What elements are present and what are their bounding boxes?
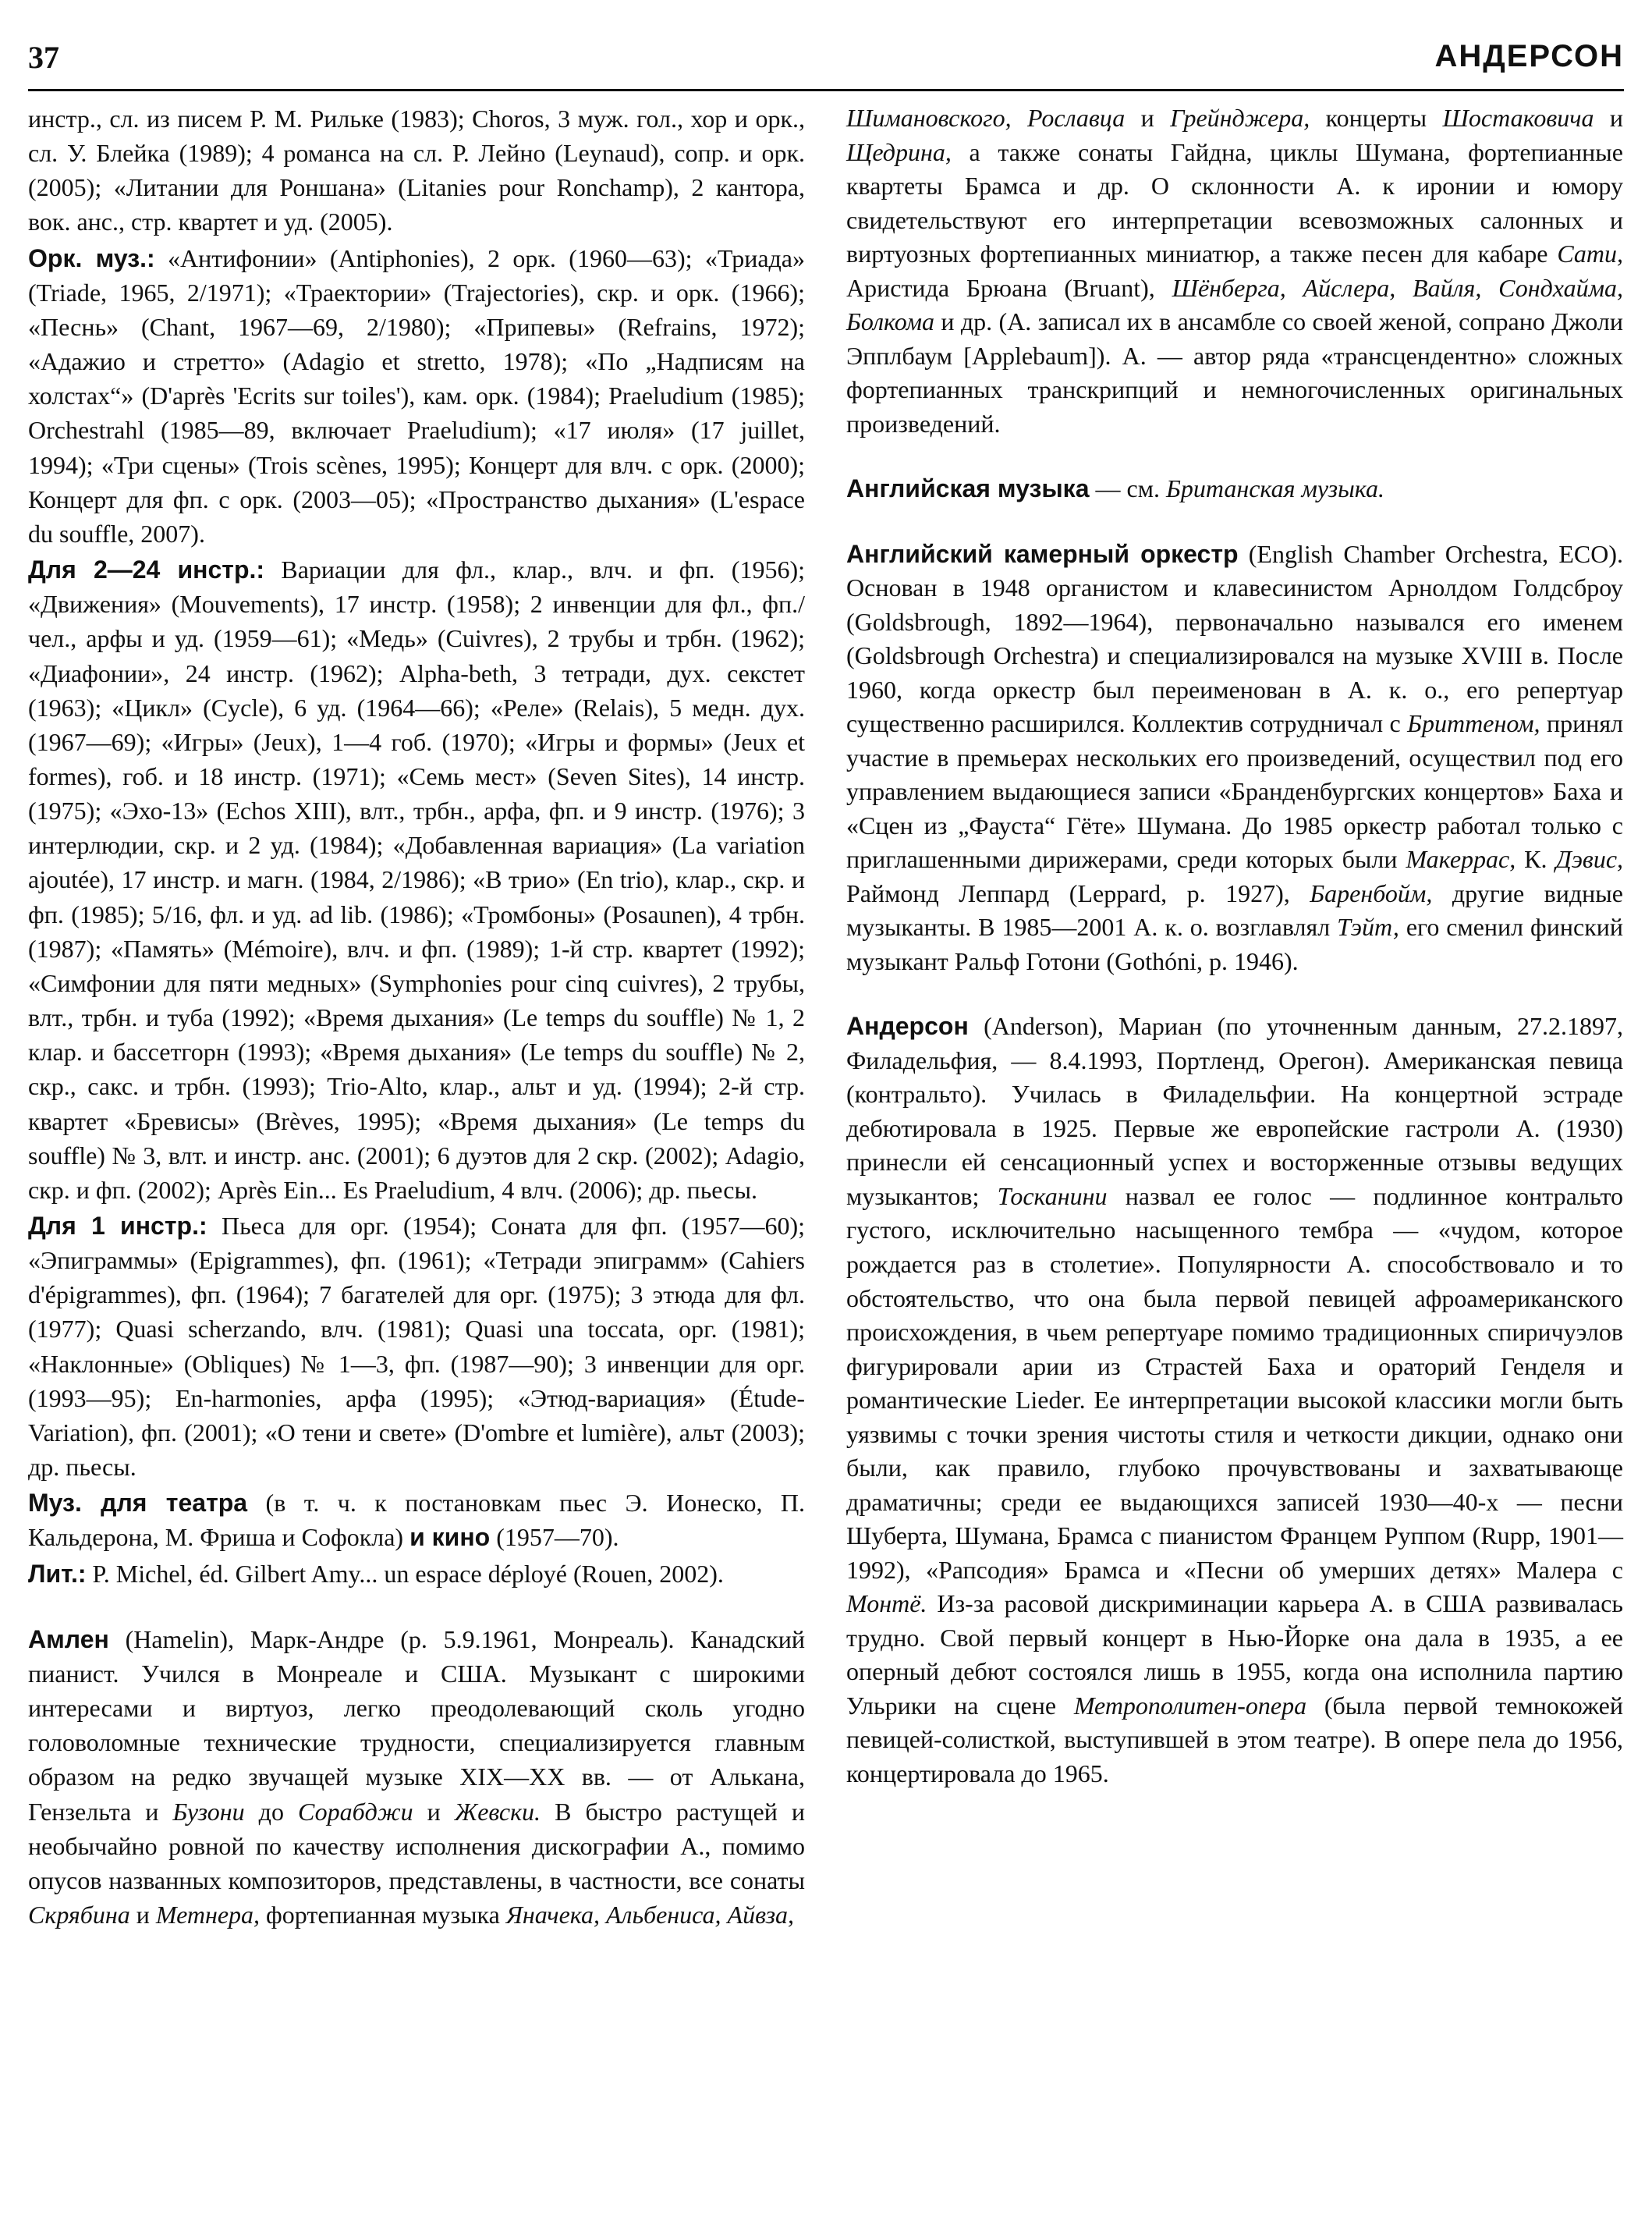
entry-english-chamber-orchestra: Английский камерный оркестр (English Chamber Orchestra, ECO). Основан в 1948 органистом и клавесинистом Арнолдом Голдсброу (Goldsbrough, 1892—1964), первоначально назывался его именем (Goldsbrough Orchestra) и специализировался на музыке XVIII в. После 1960, когда оркестр был переименован в А. к. о., его репертуар существенно расширился. Коллектив сотрудничал с Бриттеном, принял участие в премьерах нескольких его произведений, осуществил под его управлением выдающиеся записи «Бранденбургских концертов» Баха и «Сцен из „Фауста“ Гёте» Шумана. До 1985 оркестр работал только с приглашенными дирижерами, среди которых были Макеррас, К. Дэвис, Раймонд Леппард (Leppard, р. 1927), Баренбойм, другие видные музыканты. В 1985—2001 А. к. о. возглавлял Тэйт, его сменил финский музыкант Ральф Готони (Gothóni, р. 1946). — [846, 539, 1624, 975]
page-header — [28, 39, 1624, 91]
entry-headword: Английский камерный оркестр — [846, 539, 1239, 568]
works-1: Для 1 инстр.: Пьеса для орг. (1954); Соната для фп. (1957—60); «Эпиграммы» (Epigrammes), фп. (1961); «Тетради эпиграмм» (Cahiers d'épigrammes), фп. (1964); 7 багателей для орг. (1975); 3 этюда для фл. (1977); Quasi scherzando, влч. (1981); Quasi una toccata, орг. (1981); «Наклонные» (Obliques) № 1—3, фп. (1987—90); 3 инвенции для орг. (1993—95); En-harmonies, арфа (1995); «Этюд-вариация» (Étude-Variation), фп. (2001); «О тени и свете» (D'ombre et lumière), альт (2003); др. пьесы. — [28, 1212, 806, 1482]
amy-worklist — [28, 101, 805, 1591]
hamelin-continued: Шимановского, Рославца и Грейнджера, концерты Шостаковича и Щедрина, а также сонаты Гайдна, циклы Шумана, фортепианные квартеты Брамса и др. О склонности А. к иронии и юмору свидетельствуют его интерпретации всевозможных салонных и виртуозных фортепианных миниатюр, а также песен для кабаре Сати, Аристида Брюана (Bruant), Шёнберга, Айслера, Вайля, Сондхайма, Болкома и др. (А. записал их в ансамбле со своей женой, сопрано Джоли Эпплбаум [Applebaum]). А. — автор ряда «трансцендентно» сложных фортепианных транскрипций и немногочисленных оригинальных произведений. — [846, 104, 1624, 438]
running-head: АНДЕРСОН — [1434, 39, 1624, 73]
page-number: 37 — [28, 40, 59, 75]
works-2-24: Для 2—24 инстр.: Вариации для фл., клар., влч. и фп. (1956); «Движения» (Mouvements), 17 инстр. (1958); 2 инвенции для фл., фп./чел., арфы и уд. (1959—61); «Медь» (Cuivres), 2 трубы и трбн. (1962); «Диафонии», 24 инстр. (1962); Alpha-beth, 3 тетради, дух. секстет (1963); «Цикл» (Cycle), 6 уд. (1964—66); «Реле» (Relais), 5 медн. дух. (1967—69); «Игры» (Jeux), 1—4 гоб. (1970); «Игры и формы» (Jeux et formes), гоб. и 18 инстр. (1971); «Семь мест» (Seven Sites), 14 инстр. (1975); «Эхо-13» (Echos XIII), влт., трбн., арфа, фп. и 9 инстр. (1976); 3 интерлюдии, скр. и 2 уд. (1984); «Добавленная вариация» (La variation ajoutée), 17 инстр. и магн. (1984, 2/1986); «В трио» (En trio), клар., скр. и фп. (1985); 5/16, фл. и уд. ad lib. (1986); «Тромбоны» (Posaunen), 4 трбн. (1987); «Память» (Mémoire), влч. и фп. (1989); 1-й стр. квартет (1992); «Симфонии для пяти медных» (Symphonies pour cinq cuivres), 2 трубы, влт., трбн. и туба (1992); «Время дыхания» (Le temps du souffle) № 1, 2 клар. и бассетгорн (1993); «Время дыхания» (Le temps du souffle) № 2, скр., сакс. и трбн. (1993); Trio-Alto, клар., альт и уд. (1994); 2-й стр. квартет «Бревисы» (Brèves, 1995); «Время дыхания» (Le temps du souffle) № 3, влт. и инстр. анс. (2001); 6 дуэтов для 2 скр. (2002); Adagio, скр. и фп. (2002); Après Ein... Es Praeludium, 4 влч. (2006); др. пьесы. — [28, 556, 806, 1204]
left-column — [28, 101, 805, 1933]
entry-anderson: Андерсон (Anderson), Мариан (по уточненным данным, 27.2.1897, Филадельфия, — 8.4.1993, Портленд, Орегон). Американская певица (контральто). Училась в Филадельфии. На концертной эстраде дебютировала в 1925. Первые же европейские гастроли А. (1930) принесли ей сенсационный успех и восторженные отзывы ведущих музыкантов; Тосканини назвал ее голос — подлинное контральто густого, исключительно насыщенного тембра — «чудом, которое рождается раз в столетие». Популярности А. способствовало и то обстоятельство, что она была первой певицей афроамериканского происхождения, в чьем репертуаре помимо традиционных спиричуэлов фигурировали арии из Страстей Баха и ораторий Генделя и романтические Lieder. Ее интерпретации высокой классики могли быть уязвимы с точки зрения чистоты стиля и четкости дикции, однако они были, как правило, глубоко прочувствованы и захватывающе драматичны; среди ее выдающихся записей 1930—40-х — песни Шуберта, Шумана, Брамса с пианистом Францем Руппом (Rupp, 1901—1992), «Рапсодия» Брамса и «Песни об умерших детях» Малера с Монтё. Из-за расовой дискриминации карьера А. в США развивалась трудно. Свой первый концерт в Нью-Йорке она дала в 1935, а ее оперный дебют состоялся лишь в 1955, когда она исполнила партию Ульрики на сцене Метрополитен-опера (была первой темнокожей певицей-солисткой, выступившей в этом театре). В опере пела до 1956, концертировала до 1965. — [846, 1012, 1624, 1787]
amy-continued: инстр., сл. из писем Р. М. Рильке (1983); Choros, 3 муж. гол., хор и орк., сл. У. Блейка (1989); 4 романса на сл. Р. Лейно (Leynaud), сопр. и орк. (2005); «Литании для Роншана» (Litanies pour Ronchamp), 2 кантора, вок. анс., стр. квартет и уд. (2005). — [28, 105, 805, 236]
theatre-works: Муз. для театра (в т. ч. к постановкам пьес Э. Ионеско, П. Кальдерона, М. Фриша и Софокла) и кино (1957—70). — [28, 1489, 806, 1552]
right-column — [846, 101, 1623, 1792]
entry-hamelin — [28, 1622, 805, 1932]
entry-headword: Андерсон — [846, 1012, 969, 1041]
hamelin-text: Амлен (Hamelin), Марк-Андре (р. 5.9.1961, Монреаль). Канадский пианист. Учился в Монреале и США. Музыкант с широкими интересами и виртуоз, легко преодолевающий сколь угодно головоломные технические трудности, специализируется главным образом на редко звучащей музыке XIX—XX вв. — от Алькана, Гензельта и Бузони до Сорабджи и Жевски. В быстро растущей и необычайно ровной по качеству исполнения дискографии А., помимо опусов названных композиторов, представлены, в частности, все сонаты Скрябина и Метнера, фортепианная музыка Яначека, Альбениса, Айвза, — [28, 1624, 806, 1929]
literature: Лит.: P. Michel, éd. Gilbert Amy... un espace déployé (Rouen, 2002). — [28, 1559, 724, 1588]
orch-works: Орк. муз.: «Антифонии» (Antiphonies), 2 орк. (1960—63); «Триада» (Triade, 1965, 2/1971); «Траектории» (Trajectories), скр. и орк. (1966); «Песнь» (Chant, 1967—69, 2/1980); «Припевы» (Refrains, 1972); «Адажио и стретто» (Adagio et stretto, 1978); «По „Надписям на холстах“» (D'après 'Ecrits sur toiles'), кам. орк. (1984); Praeludium (1985); Orchestrahl (1985—89, включает Praeludium); «17 июля» (17 juillet, 1994); «Три сцены» (Trois scènes, 1995); Концерт для влч. с орк. (2000); Концерт для фп. с орк. (2003—05); «Пространство дыхания» (L'espace du souffle, 2007). — [28, 243, 806, 548]
cross-reference: Британская музыка. — [1165, 474, 1384, 503]
entry-headword: Английская музыка — [846, 474, 1090, 503]
entry-headword: Амлен — [28, 1624, 109, 1653]
entry-english-music: Английская музыка — см. Британская музыка. — [846, 474, 1384, 503]
